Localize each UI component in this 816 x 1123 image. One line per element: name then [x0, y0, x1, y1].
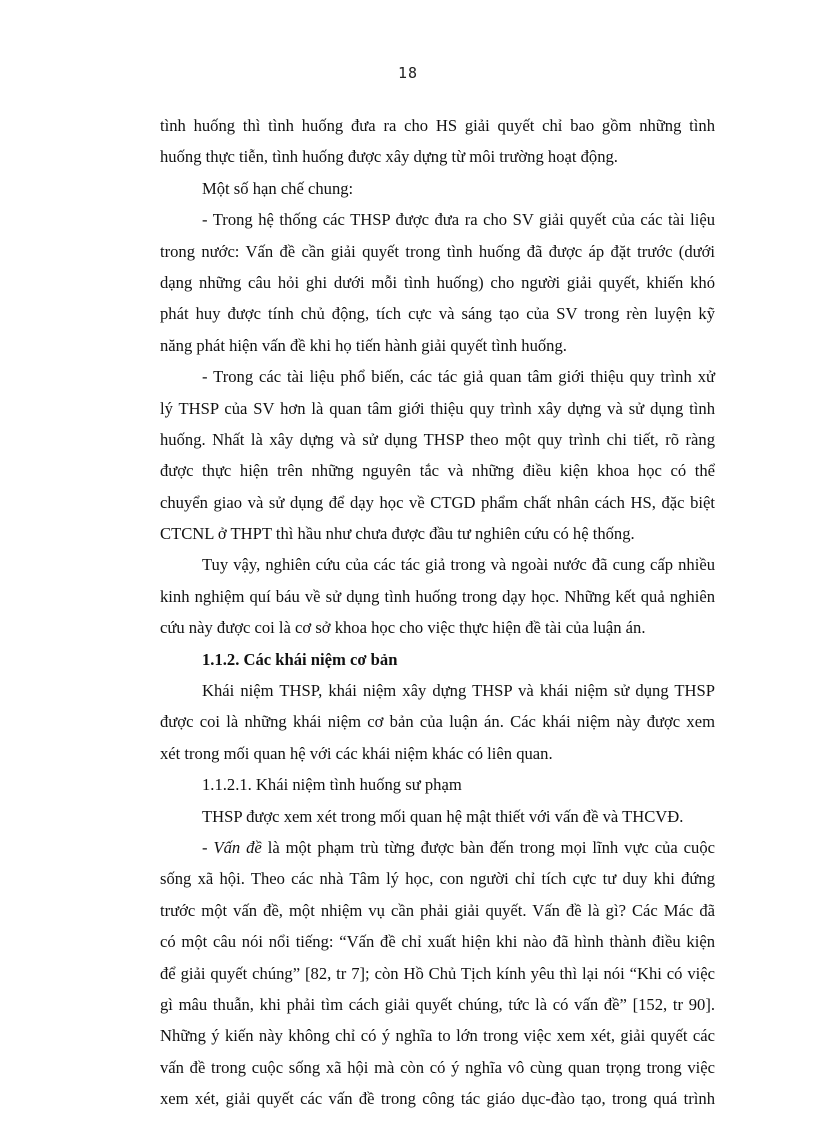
text-line: - Trong hệ thống các THSP được đưa ra cho SV giải quyết của các tài liệu	[202, 210, 715, 230]
text-line: sống xã hội. Theo các nhà Tâm lý học, con người chỉ tích cực tư duy khi đứng	[160, 869, 715, 889]
document-body	[160, 110, 715, 1115]
text-line: Tuy vậy, nghiên cứu của các tác giả trong và ngoài nước đã cung cấp nhiều	[202, 555, 715, 575]
text-line: dạng những câu hỏi ghi dưới mỗi tình huống) cho người giải quyết, khiến khó	[160, 272, 715, 292]
section-heading: 1.1.2. Các khái niệm cơ bản	[202, 649, 398, 669]
italic-term: Vấn đề	[213, 837, 262, 857]
text-line: chuyển giao và sử dụng để dạy học về CTGD phẩm chất nhân cách HS, đặc biệt	[160, 492, 715, 512]
text-line: xét trong mối quan hệ với các khái niệm khác có liên quan.	[160, 743, 553, 763]
text-line: lý THSP của SV hơn là quan tâm giới thiệu quy trình xây dựng và sử dụng tình	[160, 398, 715, 418]
line-rest: là một phạm trù từng được bàn đến trong mọi lĩnh vực của cuộc	[261, 837, 715, 857]
text-line: trong nước: Vấn đề cần giải quyết trong tình huống đã được áp đặt trước (dưới	[160, 241, 715, 261]
page-number: 18	[397, 64, 419, 82]
dash-prefix: -	[202, 837, 214, 857]
text-line: Những ý kiến này không chỉ có ý nghĩa to lớn trong việc xem xét, giải quyết các	[160, 1026, 715, 1046]
text-line: được thực hiện trên những nguyên tắc và những điều kiện khoa học có thể	[160, 461, 715, 481]
text-line: CTCNL ở THPT thì hầu như chưa được đầu tư nghiên cứu có hệ thống.	[160, 524, 635, 544]
text-line: được coi là những khái niệm cơ bản của luận án. Các khái niệm này được xem	[160, 712, 715, 732]
text-line: huống. Nhất là xây dựng và sử dụng THSP theo một quy trình chi tiết, rõ ràng	[160, 429, 715, 449]
text-line: huống thực tiễn, tình huống được xây dựng từ môi trường hoạt động.	[160, 147, 618, 167]
text-line: THSP được xem xét trong mối quan hệ mật thiết với vấn đề và THCVĐ.	[202, 806, 684, 826]
text-line: kinh nghiệm quí báu về sử dụng tình huống trong dạy học. Những kết quả nghiên	[160, 586, 715, 606]
text-line: - Trong các tài liệu phổ biến, các tác giả quan tâm giới thiệu quy trình xử	[202, 367, 715, 387]
text-line: có một câu nói nổi tiếng: “Vấn đề chỉ xuất hiện khi nào đã hình thành điều kiện	[160, 932, 715, 952]
subsection-heading: 1.1.2.1. Khái niệm tình huống sư phạm	[202, 775, 462, 795]
text-line: năng phát hiện vấn đề khi họ tiến hành giải quyết tình huống.	[160, 335, 567, 355]
text-line: cứu này được coi là cơ sở khoa học cho việc thực hiện đề tài của luận án.	[160, 618, 646, 638]
text-line: phát huy được tính chủ động, tích cực và sáng tạo của SV trong rèn luyện kỹ	[160, 304, 715, 324]
text-line: xem xét, giải quyết các vấn đề trong công tác giáo dục-đào tạo, trong quá trình	[160, 1089, 715, 1109]
text-line: tình huống thì tình huống đưa ra cho HS giải quyết chỉ bao gồm những tình	[160, 116, 715, 135]
text-line: Khái niệm THSP, khái niệm xây dựng THSP và khái niệm sử dụng THSP	[202, 681, 715, 701]
text-line: trước một vấn đề, một nhiệm vụ cần phải giải quyết. Vấn đề là gì? Các Mác đã	[160, 900, 715, 920]
text-line: Một số hạn chế chung:	[202, 178, 354, 198]
text-line: gì mâu thuẫn, khi phải tìm cách giải quyết chúng, tức là có vấn đề” [152, tr 90].	[160, 994, 715, 1014]
text-line: để giải quyết chúng” [82, tr 7]; còn Hồ Chủ Tịch kính yêu thì lại nói “Khi có việc	[160, 963, 715, 983]
text-line: vấn đề trong cuộc sống xã hội mà còn có ý nghĩa vô cùng quan trọng trong việc	[160, 1057, 715, 1077]
text-line	[160, 832, 715, 863]
